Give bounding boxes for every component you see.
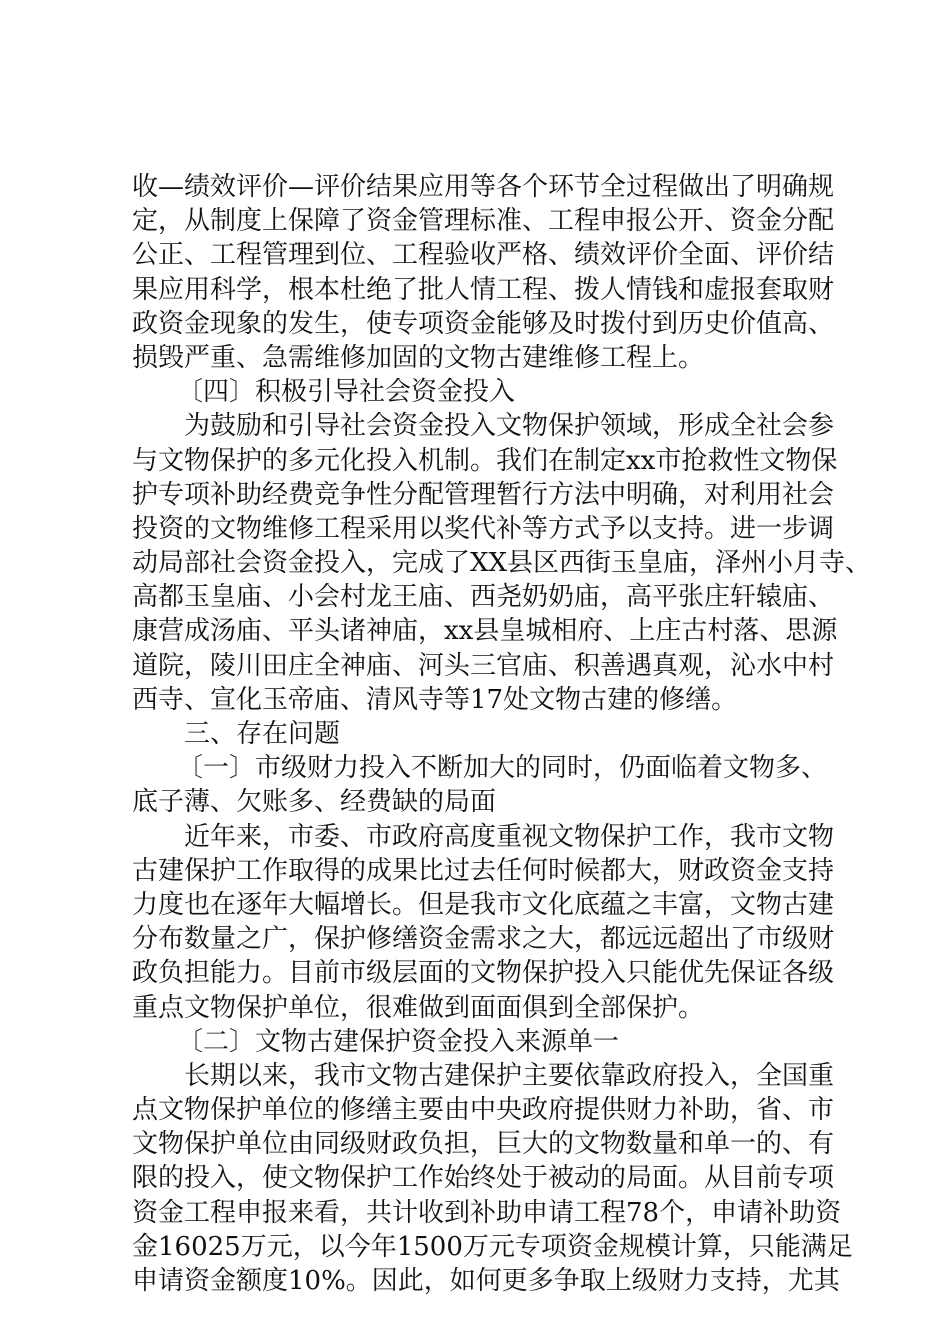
text-line: 点文物保护单位的修缮主要由中央政府提供财力补助，省、市 [132, 1095, 835, 1126]
text-line: 康营成汤庙、平头诸神庙，xx县皇城相府、上庄古村落、思源 [132, 616, 838, 647]
text-line: 收—绩效评价—评价结果应用等各个环节全过程做出了明确规 [132, 172, 835, 202]
text-line: 长期以来，我市文物古建保护主要依靠政府投入，全国重 [184, 1060, 835, 1091]
text-line: 西寺、宣化玉帝庙、清风寺等17处文物古建的修缮。 [132, 684, 738, 715]
text-line: 分布数量之广，保护修缮资金需求之大，都远远超出了市级财 [132, 924, 835, 955]
document-page [132, 170, 872, 1298]
text-line: 〔四〕积极引导社会资金投入 [177, 377, 516, 408]
text-line: 为鼓励和引导社会资金投入文物保护领域，形成全社会参 [184, 411, 835, 442]
text-line: 近年来，市委、市政府高度重视文物保护工作，我市文物 [184, 821, 835, 852]
text-line: 政负担能力。目前市级层面的文物保护投入只能优先保证各级 [132, 958, 835, 989]
text-line: 公正、工程管理到位、工程验收严格、绩效评价全面、评价结 [132, 240, 835, 271]
text-line: 底子薄、欠账多、经费缺的局面 [132, 787, 497, 818]
text-line: 资金工程申报来看，共计收到补助申请工程78个，申请补助资 [132, 1197, 842, 1228]
text-line: 〔二〕文物古建保护资金投入来源单一 [177, 1026, 620, 1057]
text-line: 与文物保护的多元化投入机制。我们在制定xx市抢救性文物保 [132, 445, 838, 476]
text-line: 护专项补助经费竞争性分配管理暂行方法中明确，对利用社会 [132, 479, 835, 510]
text-line: 动局部社会资金投入，完成了XX县区西街玉皇庙，泽州小月寺、 [132, 548, 872, 579]
text-line: 限的投入，使文物保护工作始终处于被动的局面。从目前专项 [132, 1163, 835, 1194]
text-line: 文物保护单位由同级财政负担，巨大的文物数量和单一的、有 [132, 1129, 835, 1160]
text-line: 损毁严重、急需维修加固的文物古建维修工程上。 [132, 342, 705, 373]
text-line: 道院，陵川田庄全神庙、河头三官庙、积善遇真观，沁水中村 [132, 650, 835, 681]
text-line: 投资的文物维修工程采用以奖代补等方式予以支持。进一步调 [132, 513, 835, 544]
text-line: 金16025万元，以今年1500万元专项资金规模计算，只能满足 [132, 1231, 853, 1262]
text-line: 三、存在问题 [184, 719, 341, 749]
text-line: 高都玉皇庙、小会村龙王庙、西尧奶奶庙，高平张庄轩辕庙、 [132, 582, 835, 613]
text-line: 政资金现象的发生，使专项资金能够及时拨付到历史价值高、 [132, 308, 835, 339]
text-line: 定，从制度上保障了资金管理标准、工程申报公开、资金分配 [132, 206, 835, 237]
text-line: 古建保护工作取得的成果比过去任何时候都大，财政资金支持 [132, 855, 835, 886]
text-line: 〔一〕市级财力投入不断加大的同时，仍面临着文物多、 [177, 753, 828, 784]
text-line: 果应用科学，根本杜绝了批人情工程、拨人情钱和虚报套取财 [132, 274, 835, 305]
text-line: 力度也在逐年大幅增长。但是我市文化底蕴之丰富，文物古建 [132, 889, 835, 920]
text-line: 重点文物保护单位，很难做到面面俱到全部保护。 [132, 992, 705, 1023]
text-line: 申请资金额度10%。因此，如何更多争取上级财力支持，尤其 [132, 1266, 840, 1296]
